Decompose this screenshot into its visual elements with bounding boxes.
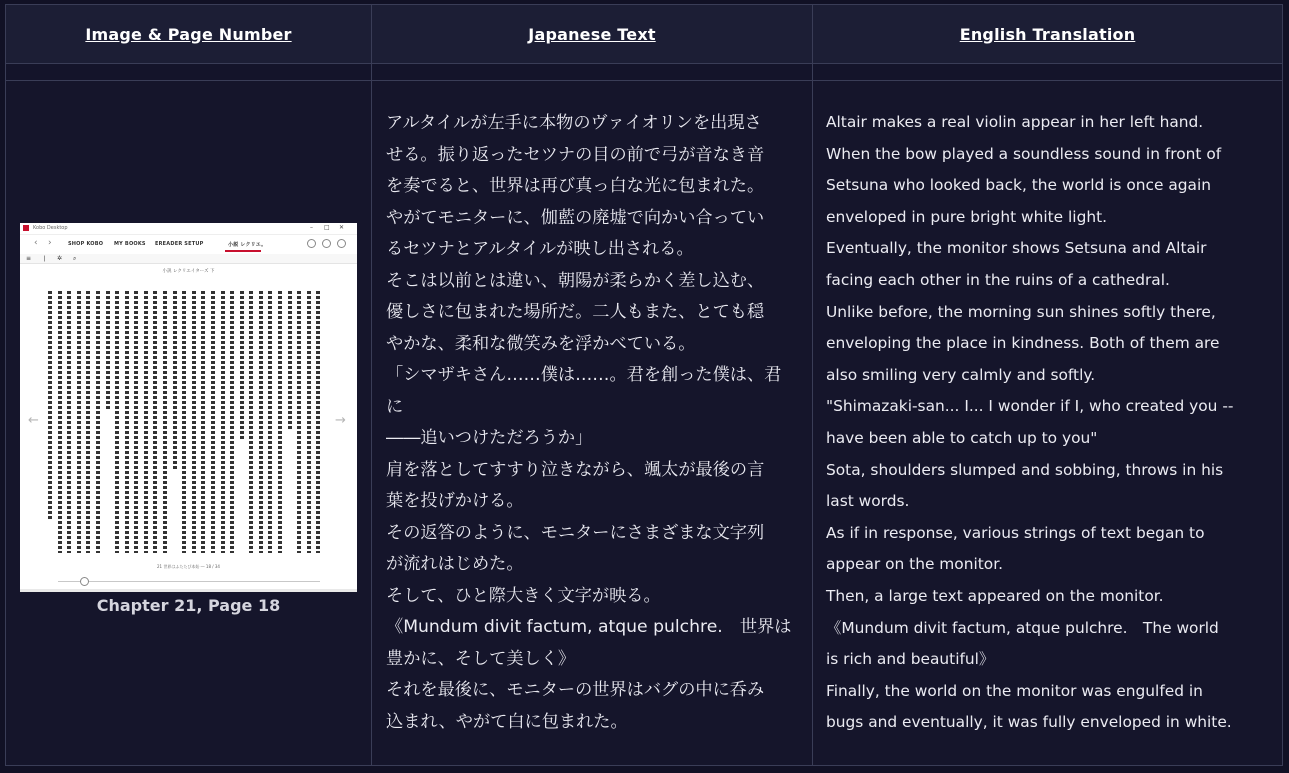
screenshot-text-column — [106, 291, 110, 411]
back-arrow-icon: ‹ — [34, 238, 38, 248]
screenshot-nav — [20, 235, 357, 253]
spacer-cell — [813, 64, 1283, 81]
bookmark-icon: ❘ — [42, 255, 48, 262]
english-line: Setsuna who looked back, the world is once again — [826, 176, 1211, 195]
english-line: also smiling very calmly and softly. — [826, 365, 1096, 384]
gear-icon: ✲ — [57, 255, 63, 262]
settings-icon — [322, 239, 331, 248]
prev-page-icon: ← — [28, 413, 39, 428]
english-line: last words. — [826, 492, 910, 511]
screenshot-text-column — [67, 291, 71, 553]
header-image-page — [6, 5, 372, 64]
screenshot-text-column — [163, 291, 167, 553]
japanese-cell — [372, 81, 813, 766]
screenshot-nav-item: SHOP KOBO — [68, 241, 104, 247]
english-line: is rich and beautiful》 — [826, 650, 995, 669]
screenshot-text-column — [297, 291, 301, 553]
japanese-line: そこは以前とは違い、朝陽が柔らかく差し込む、 — [386, 270, 765, 291]
screenshot-text-column — [230, 291, 234, 553]
japanese-line: 「シマザキさん……僕は……。君を創った僕は、君に — [386, 365, 782, 417]
screenshot-app-title: Kobo Desktop — [33, 225, 68, 231]
header-row — [6, 5, 1283, 64]
maximize-icon: □ — [324, 224, 330, 231]
image-cell — [6, 81, 372, 766]
screenshot-page-title: 小説 レクリエイターズ 下 — [162, 269, 215, 274]
search-icon: ⌕ — [73, 255, 77, 262]
spacer-cell — [372, 64, 813, 81]
screenshot-text-column — [307, 291, 311, 553]
screenshot-titlebar — [20, 223, 357, 235]
japanese-line: を奏でると、世界は再び真っ白な光に包まれた。 — [386, 176, 765, 196]
english-line: When the bow played a soundless sound in front of — [826, 144, 1222, 163]
japanese-line: 葉を投げかける。 — [386, 491, 524, 511]
japanese-text — [386, 108, 798, 738]
japanese-line: せる。振り返ったセツナの目の前で弓が音なき音 — [386, 144, 765, 165]
screenshot-text-column — [96, 291, 100, 553]
screenshot-text-column — [58, 291, 62, 553]
screenshot-text-column — [259, 291, 263, 553]
screenshot-active-tab-indicator — [225, 250, 261, 252]
english-line: "Shimazaki-san... I... I wonder if I, who created you -- — [826, 397, 1234, 416]
english-line: Altair makes a real violin appear in her left hand. — [826, 113, 1204, 132]
japanese-line: やがてモニターに、伽藍の廃墟で向かい合ってい — [386, 207, 765, 228]
japanese-line: ――追いつけただろうか」 — [386, 428, 593, 448]
english-line: 《Mundum divit factum, atque pulchre. The world — [826, 618, 1219, 637]
screenshot-text-column — [211, 291, 215, 553]
spacer-row — [6, 64, 1283, 81]
screenshot-progress-slider — [58, 581, 320, 582]
english-line: facing each other in the ruins of a cathedral. — [826, 271, 1170, 290]
screenshot-text-column — [153, 291, 157, 553]
translation-table — [5, 4, 1283, 766]
screenshot-text-column — [249, 291, 253, 553]
english-line: Sota, shoulders slumped and sobbing, throws in his — [826, 460, 1224, 479]
english-line: Finally, the world on the monitor was engulfed in — [826, 681, 1203, 700]
sync-icon — [307, 239, 316, 248]
screenshot-text-column — [125, 291, 129, 553]
header-english — [813, 5, 1283, 64]
screenshot-text-column — [192, 291, 196, 553]
english-line: Then, a large text appeared on the monitor. — [826, 586, 1164, 605]
screenshot-vertical-text — [48, 291, 326, 559]
screenshot-text-column — [182, 291, 186, 553]
screenshot-text-column — [288, 291, 292, 431]
page-screenshot — [20, 223, 357, 592]
screenshot-text-column — [316, 291, 320, 553]
english-text — [826, 107, 1270, 739]
spacer-cell — [6, 64, 372, 81]
english-line: enveloping the place in kindness. Both of them are — [826, 334, 1220, 353]
english-line: have been able to catch up to you" — [826, 429, 1098, 447]
english-line: bugs and eventually, it was fully enveloped in white. — [826, 713, 1232, 732]
japanese-line: そして、ひと際大きく文字が映る。 — [386, 585, 661, 606]
header-image-page-label: Image & Page Number — [85, 24, 292, 44]
screenshot-text-column — [77, 291, 81, 553]
english-cell — [813, 81, 1283, 766]
japanese-line: 《Mundum divit factum, atque pulchre. 世界は — [386, 617, 792, 637]
account-icon — [337, 239, 346, 248]
japanese-line: 豊かに、そして美しく》 — [386, 648, 576, 669]
japanese-line: アルタイルが左手に本物のヴァイオリンを出現さ — [386, 113, 762, 133]
page-caption: Chapter 21, Page 18 — [96, 596, 281, 615]
screenshot-toolbar — [20, 254, 357, 264]
japanese-line: 優しさに包まれた場所だ。二人もまた、とても穏 — [386, 302, 765, 322]
english-line: enveloped in pure bright white light. — [826, 207, 1108, 226]
screenshot-text-column — [115, 291, 119, 553]
screenshot-progress-knob — [80, 577, 89, 586]
screenshot-text-column — [221, 291, 225, 553]
content-row — [6, 81, 1283, 766]
header-japanese — [372, 5, 813, 64]
japanese-line: 肩を落としてすすり泣きながら、颯太が最後の言 — [386, 459, 765, 480]
screenshot-text-column — [86, 291, 90, 553]
forward-arrow-icon: › — [48, 238, 52, 248]
screenshot-nav-item: MY BOOKS — [114, 241, 146, 247]
screenshot-text-column — [173, 291, 177, 471]
logo-icon — [23, 225, 29, 231]
screenshot-nav-item: 小説 レクリエ。 — [228, 242, 267, 248]
japanese-line: それを最後に、モニターの世界はバグの中に呑み — [386, 680, 765, 700]
header-japanese-label: Japanese Text — [528, 24, 656, 44]
header-english-label: English Translation — [959, 24, 1136, 44]
minimize-icon: – — [310, 224, 313, 231]
japanese-line: るセツナとアルタイルが映し出される。 — [386, 239, 694, 259]
close-icon: ✕ — [339, 224, 345, 231]
screenshot-nav-item: EREADER SETUP — [155, 241, 204, 247]
screenshot-text-column — [278, 291, 282, 553]
japanese-line: 込まれ、やがて白に包まれた。 — [386, 711, 628, 732]
screenshot-text-column — [240, 291, 244, 441]
english-line: As if in response, various strings of text began to — [826, 523, 1205, 542]
japanese-line: やかな、柔和な微笑みを浮かべている。 — [386, 333, 696, 354]
screenshot-text-column — [201, 291, 205, 553]
english-line: Unlike before, the morning sun shines softly there, — [826, 302, 1216, 321]
japanese-line: その返答のように、モニターにさまざまな文字列 — [386, 522, 765, 543]
next-page-icon: → — [335, 413, 346, 428]
screenshot-text-column — [144, 291, 148, 553]
english-line: appear on the monitor. — [826, 555, 1003, 574]
screenshot-bottom-bar — [20, 589, 357, 592]
screenshot-text-column — [268, 291, 272, 553]
screenshot-text-column — [48, 291, 52, 521]
japanese-line: が流れはじめた。 — [386, 554, 524, 574]
screenshot-footer: 21 世界はふたたび本始 ― 18 / 34 — [157, 564, 220, 569]
menu-icon: ≡ — [26, 255, 32, 262]
english-line: Eventually, the monitor shows Setsuna and Altair — [826, 239, 1207, 258]
screenshot-text-column — [134, 291, 138, 553]
